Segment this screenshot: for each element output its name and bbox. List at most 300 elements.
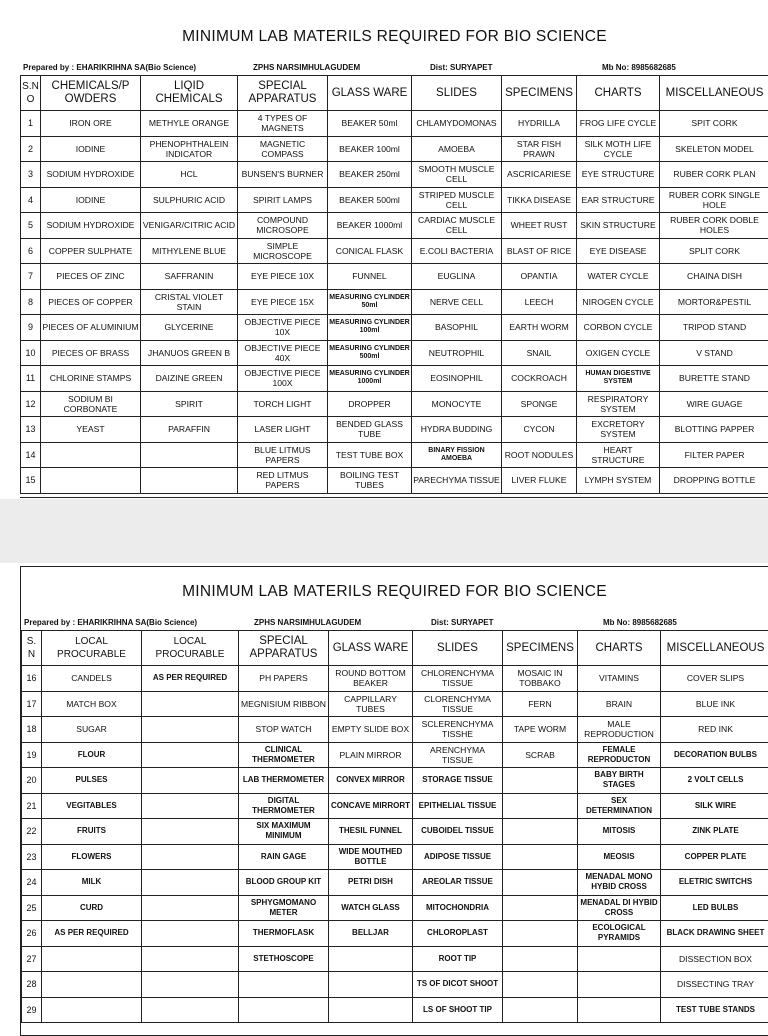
table-row bbox=[22, 691, 768, 717]
table-cell: CUBOIDEL TISSUE bbox=[413, 819, 503, 845]
table-cell: OBJECTIVE PIECE 100X bbox=[238, 366, 328, 392]
row-number: 13 bbox=[21, 417, 41, 443]
table-cell: ZINK PLATE bbox=[661, 819, 768, 845]
table-cell: SPIT CORK bbox=[660, 111, 768, 137]
table-cell: DIGITAL THERMOMETER bbox=[239, 793, 329, 819]
table-cell bbox=[503, 895, 578, 921]
table-cell: E.COLI BACTERIA bbox=[412, 238, 502, 264]
table-cell: ROOT TIP bbox=[413, 946, 503, 972]
table-row bbox=[21, 289, 768, 315]
table-cell: FEMALE REPRODUCTON bbox=[578, 742, 661, 768]
column-header: S.N O bbox=[21, 76, 41, 111]
table-cell: DISSECTION BOX bbox=[661, 946, 768, 972]
page-title: MINIMUM LAB MATERILS REQUIRED FOR BIO SCIENCE bbox=[21, 567, 768, 617]
table-cell: PARECHYMA TISSUE bbox=[412, 468, 502, 494]
table-cell bbox=[142, 819, 239, 845]
table-cell bbox=[142, 921, 239, 947]
table-cell: CLINICAL THERMOMETER bbox=[239, 742, 329, 768]
table-cell: BEAKER 250ml bbox=[328, 162, 412, 188]
table-cell: FLOUR bbox=[42, 742, 142, 768]
table-cell: OBJECTIVE PIECE 40X bbox=[238, 340, 328, 366]
row-number: 15 bbox=[21, 468, 41, 494]
table-cell: SILK WIRE bbox=[661, 793, 768, 819]
table-cell: STRIPED MUSCLE CELL bbox=[412, 187, 502, 213]
table-cell: CONCAVE MIRRORT bbox=[329, 793, 413, 819]
table-cell: SMOOTH MUSCLE CELL bbox=[412, 162, 502, 188]
table-cell bbox=[578, 997, 661, 1023]
table-row bbox=[21, 366, 768, 392]
table-cell: MALE REPRODUCTION bbox=[578, 717, 661, 743]
column-header: SPECIAL APPARATUS bbox=[239, 631, 329, 666]
table-cell: MILK bbox=[42, 870, 142, 896]
row-number: 10 bbox=[21, 340, 41, 366]
table-cell: SPHYGMOMANO METER bbox=[239, 895, 329, 921]
table-cell bbox=[141, 468, 238, 494]
table-cell bbox=[503, 997, 578, 1023]
table-cell bbox=[42, 997, 142, 1023]
row-number: 29 bbox=[22, 997, 42, 1023]
header-info bbox=[20, 62, 768, 75]
district: Dist: SURYAPET bbox=[431, 618, 494, 627]
column-header: LIQID CHEMICALS bbox=[141, 76, 238, 111]
table-row bbox=[21, 340, 768, 366]
table-cell: TEST TUBE BOX bbox=[328, 442, 412, 468]
table-cell: LIVER FLUKE bbox=[502, 468, 577, 494]
table-cell: VEGITABLES bbox=[42, 793, 142, 819]
row-number: 25 bbox=[22, 895, 42, 921]
table-cell: SODIUM HYDROXIDE bbox=[41, 213, 141, 239]
table-cell: ADIPOSE TISSUE bbox=[413, 844, 503, 870]
table-cell: MITOSIS bbox=[578, 819, 661, 845]
table-cell: LAB THERMOMETER bbox=[239, 768, 329, 794]
table-cell: PLAIN MIRROR bbox=[329, 742, 413, 768]
table-cell: CRISTAL VIOLET STAIN bbox=[141, 289, 238, 315]
table-row bbox=[22, 793, 768, 819]
column-header: CHARTS bbox=[578, 631, 661, 666]
table-row bbox=[21, 391, 768, 417]
table-cell bbox=[329, 972, 413, 998]
table-cell: MEASURING CYLINDER 100ml bbox=[328, 315, 412, 341]
table-cell: WATCH GLASS bbox=[329, 895, 413, 921]
table-cell: STOP WATCH bbox=[239, 717, 329, 743]
row-number: 19 bbox=[22, 742, 42, 768]
table-cell bbox=[503, 844, 578, 870]
table-cell: V STAND bbox=[660, 340, 768, 366]
table-cell: SILK MOTH LIFE CYCLE bbox=[577, 136, 660, 162]
document-page-1 bbox=[20, 12, 768, 498]
table-cell: STETHOSCOPE bbox=[239, 946, 329, 972]
page-title: MINIMUM LAB MATERILS REQUIRED FOR BIO SCIENCE bbox=[20, 12, 768, 62]
column-header: SLIDES bbox=[412, 76, 502, 111]
table-cell: SUGAR bbox=[42, 717, 142, 743]
row-number: 16 bbox=[22, 666, 42, 692]
table-cell: BASOPHIL bbox=[412, 315, 502, 341]
table-cell bbox=[41, 442, 141, 468]
row-number: 11 bbox=[21, 366, 41, 392]
table-cell: TS OF DICOT SHOOT bbox=[413, 972, 503, 998]
table-cell: DISSECTING TRAY bbox=[661, 972, 768, 998]
table-row bbox=[22, 946, 768, 972]
table-cell: PIECES OF ALUMINIUM bbox=[41, 315, 141, 341]
table-cell: PULSES bbox=[42, 768, 142, 794]
table-cell: TIKKA DISEASE bbox=[502, 187, 577, 213]
table-cell bbox=[578, 946, 661, 972]
mobile-number: Mb No: 8985682685 bbox=[602, 63, 676, 72]
table-cell: PHENOPHTHALEIN INDICATOR bbox=[141, 136, 238, 162]
table-cell: DROPPER bbox=[328, 391, 412, 417]
table-cell: CHAINA DISH bbox=[660, 264, 768, 290]
table-row bbox=[21, 468, 768, 494]
table-cell: CHLORINE STAMPS bbox=[41, 366, 141, 392]
table-cell bbox=[142, 768, 239, 794]
table-row bbox=[22, 870, 768, 896]
row-number: 28 bbox=[22, 972, 42, 998]
table-cell: BEAKER 500ml bbox=[328, 187, 412, 213]
table-cell: SEX DETERMINATION bbox=[578, 793, 661, 819]
table-cell: LS OF SHOOT TIP bbox=[413, 997, 503, 1023]
table-cell: TRIPOD STAND bbox=[660, 315, 768, 341]
table-row bbox=[22, 921, 768, 947]
table-cell bbox=[142, 691, 239, 717]
row-number: 6 bbox=[21, 238, 41, 264]
table-cell: HUMAN DIGESTIVE SYSTEM bbox=[577, 366, 660, 392]
table-cell: SKELETON MODEL bbox=[660, 136, 768, 162]
table-cell: EARTH WORM bbox=[502, 315, 577, 341]
table-row bbox=[21, 187, 768, 213]
table-cell: CONVEX MIRROR bbox=[329, 768, 413, 794]
table-cell: EXCRETORY SYSTEM bbox=[577, 417, 660, 443]
table-cell bbox=[239, 997, 329, 1023]
table-cell: TAPE WORM bbox=[503, 717, 578, 743]
table-cell: NEUTROPHIL bbox=[412, 340, 502, 366]
table-cell: ARENCHYMA TISSUE bbox=[413, 742, 503, 768]
table-row bbox=[22, 768, 768, 794]
row-number: 20 bbox=[22, 768, 42, 794]
table-cell bbox=[503, 972, 578, 998]
table-cell: COPPER SULPHATE bbox=[41, 238, 141, 264]
table-cell bbox=[142, 717, 239, 743]
table-cell: VITAMINS bbox=[578, 666, 661, 692]
table-row bbox=[22, 666, 768, 692]
table-cell: MENADAL MONO HYBID CROSS bbox=[578, 870, 661, 896]
table-cell: AS PER REQUIRED bbox=[42, 921, 142, 947]
table-cell: BINARY FISSION AMOEBA bbox=[412, 442, 502, 468]
table-row bbox=[22, 742, 768, 768]
table-cell: MONOCYTE bbox=[412, 391, 502, 417]
table-cell: MEASURING CYLINDER 500ml bbox=[328, 340, 412, 366]
table-cell bbox=[142, 946, 239, 972]
table-cell: PETRI DISH bbox=[329, 870, 413, 896]
row-number: 4 bbox=[21, 187, 41, 213]
row-number: 24 bbox=[22, 870, 42, 896]
table-cell: HCL bbox=[141, 162, 238, 188]
table-cell: THERMOFLASK bbox=[239, 921, 329, 947]
table-cell: PARAFFIN bbox=[141, 417, 238, 443]
table-cell: SULPHURIC ACID bbox=[141, 187, 238, 213]
table-cell: EYE PIECE 15X bbox=[238, 289, 328, 315]
table-cell: STAR FISH PRAWN bbox=[502, 136, 577, 162]
row-number: 12 bbox=[21, 391, 41, 417]
table-cell: SCRAB bbox=[503, 742, 578, 768]
column-header: SPECIMENS bbox=[503, 631, 578, 666]
table-cell: IODINE bbox=[41, 187, 141, 213]
table-cell: SIX MAXIMUM MINIMUM bbox=[239, 819, 329, 845]
table-cell: RED INK bbox=[661, 717, 768, 743]
table-cell bbox=[503, 819, 578, 845]
table-row bbox=[22, 895, 768, 921]
table-cell: PH PAPERS bbox=[239, 666, 329, 692]
table-cell bbox=[503, 768, 578, 794]
row-number: 3 bbox=[21, 162, 41, 188]
table-cell: EPITHELIAL TISSUE bbox=[413, 793, 503, 819]
table-cell: OBJECTIVE PIECE 10X bbox=[238, 315, 328, 341]
table-cell: BLUE INK bbox=[661, 691, 768, 717]
table-cell: CAPPILLARY TUBES bbox=[329, 691, 413, 717]
table-cell: FROG LIFE CYCLE bbox=[577, 111, 660, 137]
table-cell: MOSAIC IN TOBBAKO bbox=[503, 666, 578, 692]
column-header: MISCELLANEOUS bbox=[661, 631, 768, 666]
table-cell: DAIZINE GREEN bbox=[141, 366, 238, 392]
column-header: SPECIMENS bbox=[502, 76, 577, 111]
table-cell: MENADAL DI HYBID CROSS bbox=[578, 895, 661, 921]
table-row bbox=[21, 162, 768, 188]
table-cell: LED BULBS bbox=[661, 895, 768, 921]
table-cell: SODIUM BI CORBONATE bbox=[41, 391, 141, 417]
table-cell bbox=[239, 972, 329, 998]
table-cell: MITHYLENE BLUE bbox=[141, 238, 238, 264]
row-number: 23 bbox=[22, 844, 42, 870]
table-cell: IRON ORE bbox=[41, 111, 141, 137]
table-cell bbox=[503, 946, 578, 972]
column-header: LOCAL PROCURABLE bbox=[42, 631, 142, 666]
column-header: SLIDES bbox=[413, 631, 503, 666]
district: Dist: SURYAPET bbox=[430, 63, 493, 72]
row-number: 1 bbox=[21, 111, 41, 137]
table-cell: CLORENCHYMA TISSUE bbox=[413, 691, 503, 717]
materials-table bbox=[20, 75, 768, 494]
table-cell: RUBER CORK DOBLE HOLES bbox=[660, 213, 768, 239]
table-cell: MEASURING CYLINDER 1000ml bbox=[328, 366, 412, 392]
table-cell: FUNNEL bbox=[328, 264, 412, 290]
table-cell: HYDRILLA bbox=[502, 111, 577, 137]
table-cell: OXIGEN CYCLE bbox=[577, 340, 660, 366]
table-cell: METHYLE ORANGE bbox=[141, 111, 238, 137]
table-cell: BEAKER 50ml bbox=[328, 111, 412, 137]
table-cell: ROOT NODULES bbox=[502, 442, 577, 468]
table-cell bbox=[142, 895, 239, 921]
table-cell: CHLOROPLAST bbox=[413, 921, 503, 947]
column-header: SPECIAL APPARATUS bbox=[238, 76, 328, 111]
table-row bbox=[21, 315, 768, 341]
row-number: 26 bbox=[22, 921, 42, 947]
table-row bbox=[21, 442, 768, 468]
table-row bbox=[21, 111, 768, 137]
table-cell bbox=[142, 742, 239, 768]
column-header: S. N bbox=[22, 631, 42, 666]
document-page-2 bbox=[20, 566, 768, 1036]
table-cell: BURETTE STAND bbox=[660, 366, 768, 392]
table-cell: CORBON CYCLE bbox=[577, 315, 660, 341]
table-cell: WIRE GUAGE bbox=[660, 391, 768, 417]
table-cell: LASER LIGHT bbox=[238, 417, 328, 443]
table-cell: CYCON bbox=[502, 417, 577, 443]
table-cell: MORTOR&PESTIL bbox=[660, 289, 768, 315]
row-number: 5 bbox=[21, 213, 41, 239]
row-number: 18 bbox=[22, 717, 42, 743]
table-cell: JHANUOS GREEN B bbox=[141, 340, 238, 366]
table-cell bbox=[578, 972, 661, 998]
table-cell bbox=[42, 946, 142, 972]
table-cell: CANDELS bbox=[42, 666, 142, 692]
materials-table bbox=[21, 630, 768, 1023]
column-header: CHEMICALS/P OWDERS bbox=[41, 76, 141, 111]
table-cell: MAGNETIC COMPASS bbox=[238, 136, 328, 162]
table-cell bbox=[503, 870, 578, 896]
row-number: 14 bbox=[21, 442, 41, 468]
mobile-number: Mb No: 8985682685 bbox=[603, 618, 677, 627]
table-cell: ROUND BOTTOM BEAKER bbox=[329, 666, 413, 692]
table-cell: YEAST bbox=[41, 417, 141, 443]
table-cell: PIECES OF ZINC bbox=[41, 264, 141, 290]
table-row bbox=[22, 997, 768, 1023]
table-cell: RED LITMUS PAPERS bbox=[238, 468, 328, 494]
table-cell: CONICAL FLASK bbox=[328, 238, 412, 264]
table-cell bbox=[503, 921, 578, 947]
table-cell bbox=[141, 442, 238, 468]
table-row bbox=[21, 264, 768, 290]
table-cell: COVER SLIPS bbox=[661, 666, 768, 692]
table-cell: MEGNISIUM RIBBON bbox=[239, 691, 329, 717]
table-cell: WHEET RUST bbox=[502, 213, 577, 239]
table-cell: SPLIT CORK bbox=[660, 238, 768, 264]
table-cell: VENIGAR/CITRIC ACID bbox=[141, 213, 238, 239]
table-cell: AS PER REQUIRED bbox=[142, 666, 239, 692]
table-row bbox=[21, 238, 768, 264]
table-cell: EYE DISEASE bbox=[577, 238, 660, 264]
table-row bbox=[22, 844, 768, 870]
table-cell: FLOWERS bbox=[42, 844, 142, 870]
table-cell: AREOLAR TISSUE bbox=[413, 870, 503, 896]
table-cell: CHLAMYDOMONAS bbox=[412, 111, 502, 137]
table-cell: STORAGE TISSUE bbox=[413, 768, 503, 794]
table-cell: EMPTY SLIDE BOX bbox=[329, 717, 413, 743]
table-row bbox=[22, 972, 768, 998]
table-cell: MATCH BOX bbox=[42, 691, 142, 717]
table-cell: BEAKER 100ml bbox=[328, 136, 412, 162]
table-cell: OPANTIA bbox=[502, 264, 577, 290]
table-cell: NIROGEN CYCLE bbox=[577, 289, 660, 315]
table-cell: AMOEBA bbox=[412, 136, 502, 162]
column-header: GLASS WARE bbox=[329, 631, 413, 666]
table-cell: BENDED GLASS TUBE bbox=[328, 417, 412, 443]
table-cell: EOSINOPHIL bbox=[412, 366, 502, 392]
table-cell: BLAST OF RICE bbox=[502, 238, 577, 264]
table-cell: WIDE MOUTHED BOTTLE bbox=[329, 844, 413, 870]
table-cell bbox=[329, 946, 413, 972]
table-row bbox=[21, 136, 768, 162]
table-cell: SPIRIT LAMPS bbox=[238, 187, 328, 213]
school-name: ZPHS NARSIMHULAGUDEM bbox=[254, 618, 361, 627]
table-cell: BLACK DRAWING SHEET bbox=[661, 921, 768, 947]
row-number: 9 bbox=[21, 315, 41, 341]
table-cell bbox=[142, 972, 239, 998]
table-cell: RESPIRATORY SYSTEM bbox=[577, 391, 660, 417]
table-cell: DROPPING BOTTLE bbox=[660, 468, 768, 494]
prepared-by: Prepared by : EHARIKRIHNA SA(Bio Science) bbox=[23, 63, 196, 72]
column-header: CHARTS bbox=[577, 76, 660, 111]
table-cell bbox=[503, 793, 578, 819]
table-row bbox=[21, 213, 768, 239]
table-cell: SPONGE bbox=[502, 391, 577, 417]
table-cell: SAFFRANIN bbox=[141, 264, 238, 290]
table-cell: BUNSEN'S BURNER bbox=[238, 162, 328, 188]
table-cell: BLOOD GROUP KIT bbox=[239, 870, 329, 896]
column-header: MISCELLANEOUS bbox=[660, 76, 768, 111]
table-cell: 2 VOLT CELLS bbox=[661, 768, 768, 794]
prepared-by: Prepared by : EHARIKRIHNA SA(Bio Science) bbox=[24, 618, 197, 627]
table-cell: TEST TUBE STANDS bbox=[661, 997, 768, 1023]
table-cell: LYMPH SYSTEM bbox=[577, 468, 660, 494]
table-cell: HEART STRUCTURE bbox=[577, 442, 660, 468]
table-cell: BOILING TEST TUBES bbox=[328, 468, 412, 494]
table-cell: SIMPLE MICROSCOPE bbox=[238, 238, 328, 264]
table-row bbox=[22, 819, 768, 845]
table-row bbox=[21, 417, 768, 443]
column-header: GLASS WARE bbox=[328, 76, 412, 111]
table-cell: FRUITS bbox=[42, 819, 142, 845]
table-cell: CARDIAC MUSCLE CELL bbox=[412, 213, 502, 239]
table-cell: SODIUM HYDROXIDE bbox=[41, 162, 141, 188]
row-number: 2 bbox=[21, 136, 41, 162]
table-cell: 4 TYPES OF MAGNETS bbox=[238, 111, 328, 137]
row-number: 21 bbox=[22, 793, 42, 819]
table-cell: PIECES OF BRASS bbox=[41, 340, 141, 366]
table-cell: FERN bbox=[503, 691, 578, 717]
table-cell bbox=[41, 468, 141, 494]
table-cell: HYDRA BUDDING bbox=[412, 417, 502, 443]
table-cell bbox=[142, 793, 239, 819]
school-name: ZPHS NARSIMHULAGUDEM bbox=[253, 63, 360, 72]
table-cell bbox=[142, 997, 239, 1023]
table-cell: MEOSIS bbox=[578, 844, 661, 870]
table-cell: RAIN GAGE bbox=[239, 844, 329, 870]
row-number: 7 bbox=[21, 264, 41, 290]
table-cell: THESIL FUNNEL bbox=[329, 819, 413, 845]
column-header: LOCAL PROCURABLE bbox=[142, 631, 239, 666]
row-number: 8 bbox=[21, 289, 41, 315]
table-cell bbox=[142, 844, 239, 870]
table-cell: EAR STRUCTURE bbox=[577, 187, 660, 213]
table-cell: DECORATION BULBS bbox=[661, 742, 768, 768]
table-cell: SKIN STRUCTURE bbox=[577, 213, 660, 239]
table-cell: BABY BIRTH STAGES bbox=[578, 768, 661, 794]
table-cell: EUGLINA bbox=[412, 264, 502, 290]
table-cell: MITOCHONDRIA bbox=[413, 895, 503, 921]
table-cell: BLUE LITMUS PAPERS bbox=[238, 442, 328, 468]
table-row bbox=[22, 717, 768, 743]
table-cell: BRAIN bbox=[578, 691, 661, 717]
table-cell bbox=[42, 972, 142, 998]
table-cell: WATER CYCLE bbox=[577, 264, 660, 290]
table-cell: COCKROACH bbox=[502, 366, 577, 392]
row-number: 17 bbox=[22, 691, 42, 717]
table-cell: MEASURING CYLINDER 50ml bbox=[328, 289, 412, 315]
table-header-row bbox=[21, 76, 768, 111]
table-cell: BEAKER 1000ml bbox=[328, 213, 412, 239]
table-cell: SPIRIT bbox=[141, 391, 238, 417]
table-cell: NERVE CELL bbox=[412, 289, 502, 315]
table-cell: BELLJAR bbox=[329, 921, 413, 947]
